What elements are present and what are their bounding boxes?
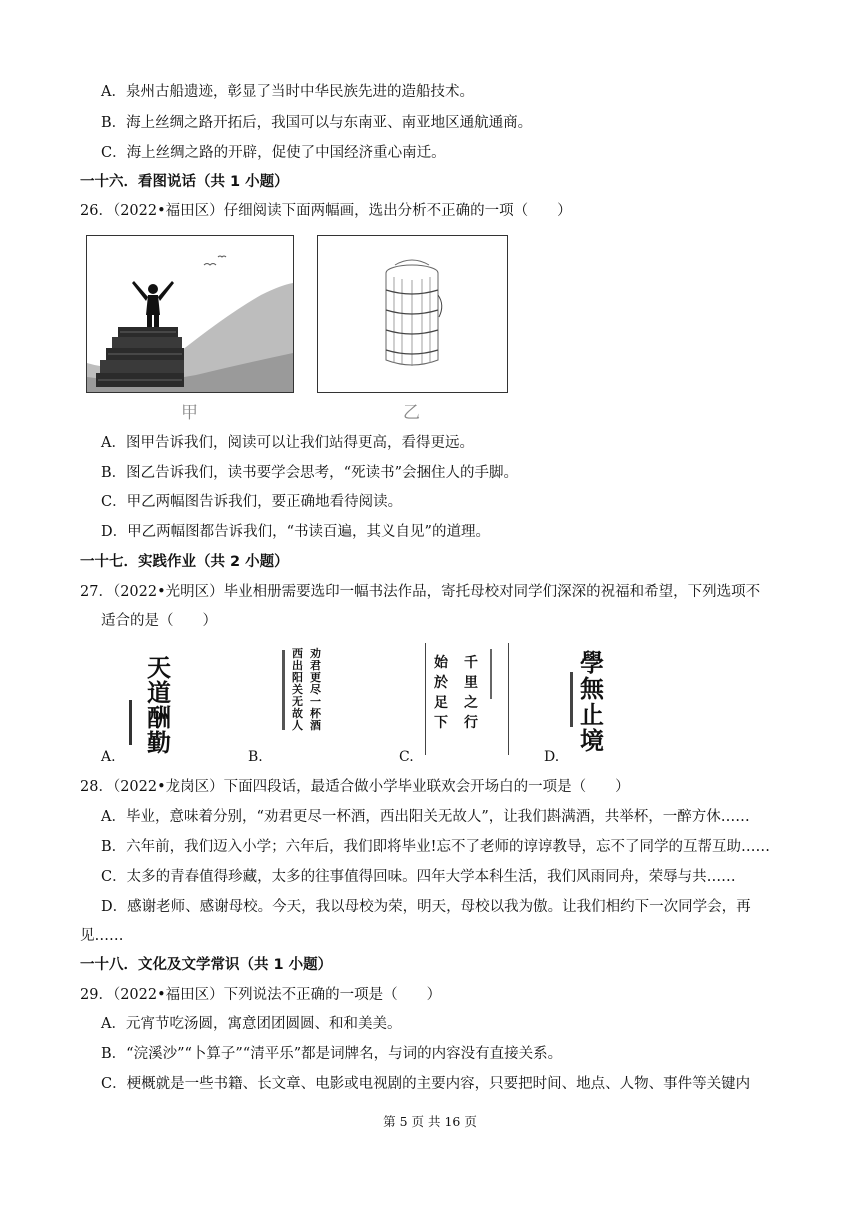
- calligraphy-a-char-3: 酬: [147, 703, 171, 732]
- q27-label-c: C.: [399, 749, 414, 765]
- calligraphy-b-signature: [282, 650, 285, 730]
- question-27-stem-line2: 适合的是（ ）: [101, 613, 217, 629]
- calligraphy-a-char-2: 道: [147, 678, 171, 707]
- q29-option-b: B．“浣溪沙”“卜算子”“清平乐”都是词牌名，与词的内容没有直接关系。: [101, 1046, 563, 1062]
- figure-jia-reading-stand-high: [86, 235, 294, 393]
- q28-option-d: D．感谢老师、感谢母校。今天，我以母校为荣，明天，母校以我为傲。让我们相约下一次同学会，再: [101, 899, 751, 915]
- calligraphy-option-c: [425, 643, 509, 755]
- calligraphy-d-char-1: 學: [580, 648, 604, 677]
- calligraphy-a-char-4: 勤: [147, 728, 171, 757]
- calligraphy-c-char-7: 足: [434, 695, 448, 711]
- calligraphy-option-b: [280, 648, 335, 743]
- q27-label-a: A.: [101, 749, 116, 765]
- calligraphy-c-char-4: 行: [464, 715, 478, 731]
- page-footer: 第 5 页 共 16 页: [383, 1114, 477, 1129]
- q28-option-a: A．毕业，意味着分别，“劝君更尽一杯酒，西出阳关无故人”，让我们斟满酒，共举杯，一醉方休……: [101, 809, 750, 825]
- calligraphy-c-char-2: 里: [464, 675, 478, 691]
- section-heading-16: 一十六．看图说话（共 1 小题）: [80, 174, 289, 190]
- q27-label-b: B.: [248, 749, 263, 765]
- prev-option-b: B．海上丝绸之路开拓后，我国可以与东南亚、南亚地区通航通商。: [101, 115, 533, 131]
- calligraphy-option-d: [568, 650, 628, 760]
- calligraphy-d-char-4: 境: [580, 726, 604, 755]
- prev-option-a: A．泉州古船遗迹，彰显了当时中华民族先进的造船技术。: [101, 84, 474, 100]
- caption-yi: 乙: [403, 403, 420, 423]
- calligraphy-c-char-5: 始: [434, 655, 448, 671]
- q28-option-d-continuation: 见……: [80, 928, 124, 944]
- question-28-stem: 28．（2022•龙岗区）下面四段话，最适合做小学毕业联欢会开场白的一项是（ ）: [80, 779, 630, 795]
- figure-yi-tied-books: [317, 235, 508, 393]
- q29-option-a: A．元宵节吃汤圆，寓意团团圆圆、和和美美。: [101, 1016, 402, 1032]
- q29-option-c: C．梗概就是一些书籍、长文章、电影或电视剧的主要内容，只要把时间、地点、人物、事件等关键内: [101, 1076, 751, 1092]
- q26-option-d: D．甲乙两幅图都告诉我们，“书读百遍，其义自见”的道理。: [101, 524, 490, 540]
- q26-option-a: A．图甲告诉我们，阅读可以让我们站得更高，看得更远。: [101, 435, 474, 451]
- calligraphy-a-char-1: 天: [147, 653, 171, 682]
- q28-option-b: B．六年前，我们迈入小学；六年后，我们即将毕业!忘不了老师的谆谆教导，忘不了同学的互帮互助……: [101, 839, 770, 855]
- question-27-stem-line1: 27．（2022•光明区）毕业相册需要选印一幅书法作品，寄托母校对同学们深深的祝福和希望，下列选项不: [80, 584, 761, 600]
- calligraphy-c-char-3: 之: [464, 695, 478, 711]
- q27-label-d: D.: [544, 749, 560, 765]
- calligraphy-b-col-1: 西出阳关无故人: [292, 647, 303, 732]
- section-heading-17: 一十七．实践作业（共 2 小题）: [80, 554, 289, 570]
- question-29-stem: 29．（2022•福田区）下列说法不正确的一项是（ ）: [80, 987, 442, 1003]
- section-heading-18: 一十八．文化及文学常识（共 1 小题）: [80, 957, 333, 973]
- calligraphy-a-signature: [129, 700, 132, 745]
- calligraphy-option-a: [125, 655, 195, 755]
- caption-jia: 甲: [181, 403, 198, 423]
- calligraphy-d-signature: [570, 672, 573, 727]
- q26-option-c: C．甲乙两幅图告诉我们，要正确地看待阅读。: [101, 494, 403, 510]
- prev-option-c: C．海上丝绸之路的开辟，促使了中国经济重心南迁。: [101, 145, 446, 161]
- calligraphy-d-char-2: 無: [580, 674, 604, 703]
- calligraphy-c-char-8: 下: [434, 715, 448, 731]
- calligraphy-c-char-1: 千: [464, 655, 478, 671]
- calligraphy-c-char-6: 於: [434, 675, 448, 691]
- question-26-stem: 26．（2022•福田区）仔细阅读下面两幅画，选出分析不正确的一项（ ）: [80, 203, 572, 219]
- calligraphy-d-char-3: 止: [580, 700, 604, 729]
- calligraphy-c-signature: [490, 649, 492, 699]
- calligraphy-b-col-2: 劝君更尽一杯酒: [310, 647, 321, 732]
- q26-option-b: B．图乙告诉我们，读书要学会思考，“死读书”会捆住人的手脚。: [101, 465, 518, 481]
- q28-option-c: C．太多的青春值得珍藏，太多的往事值得回味。四年大学本科生活，我们风雨同舟，荣辱与共……: [101, 869, 736, 885]
